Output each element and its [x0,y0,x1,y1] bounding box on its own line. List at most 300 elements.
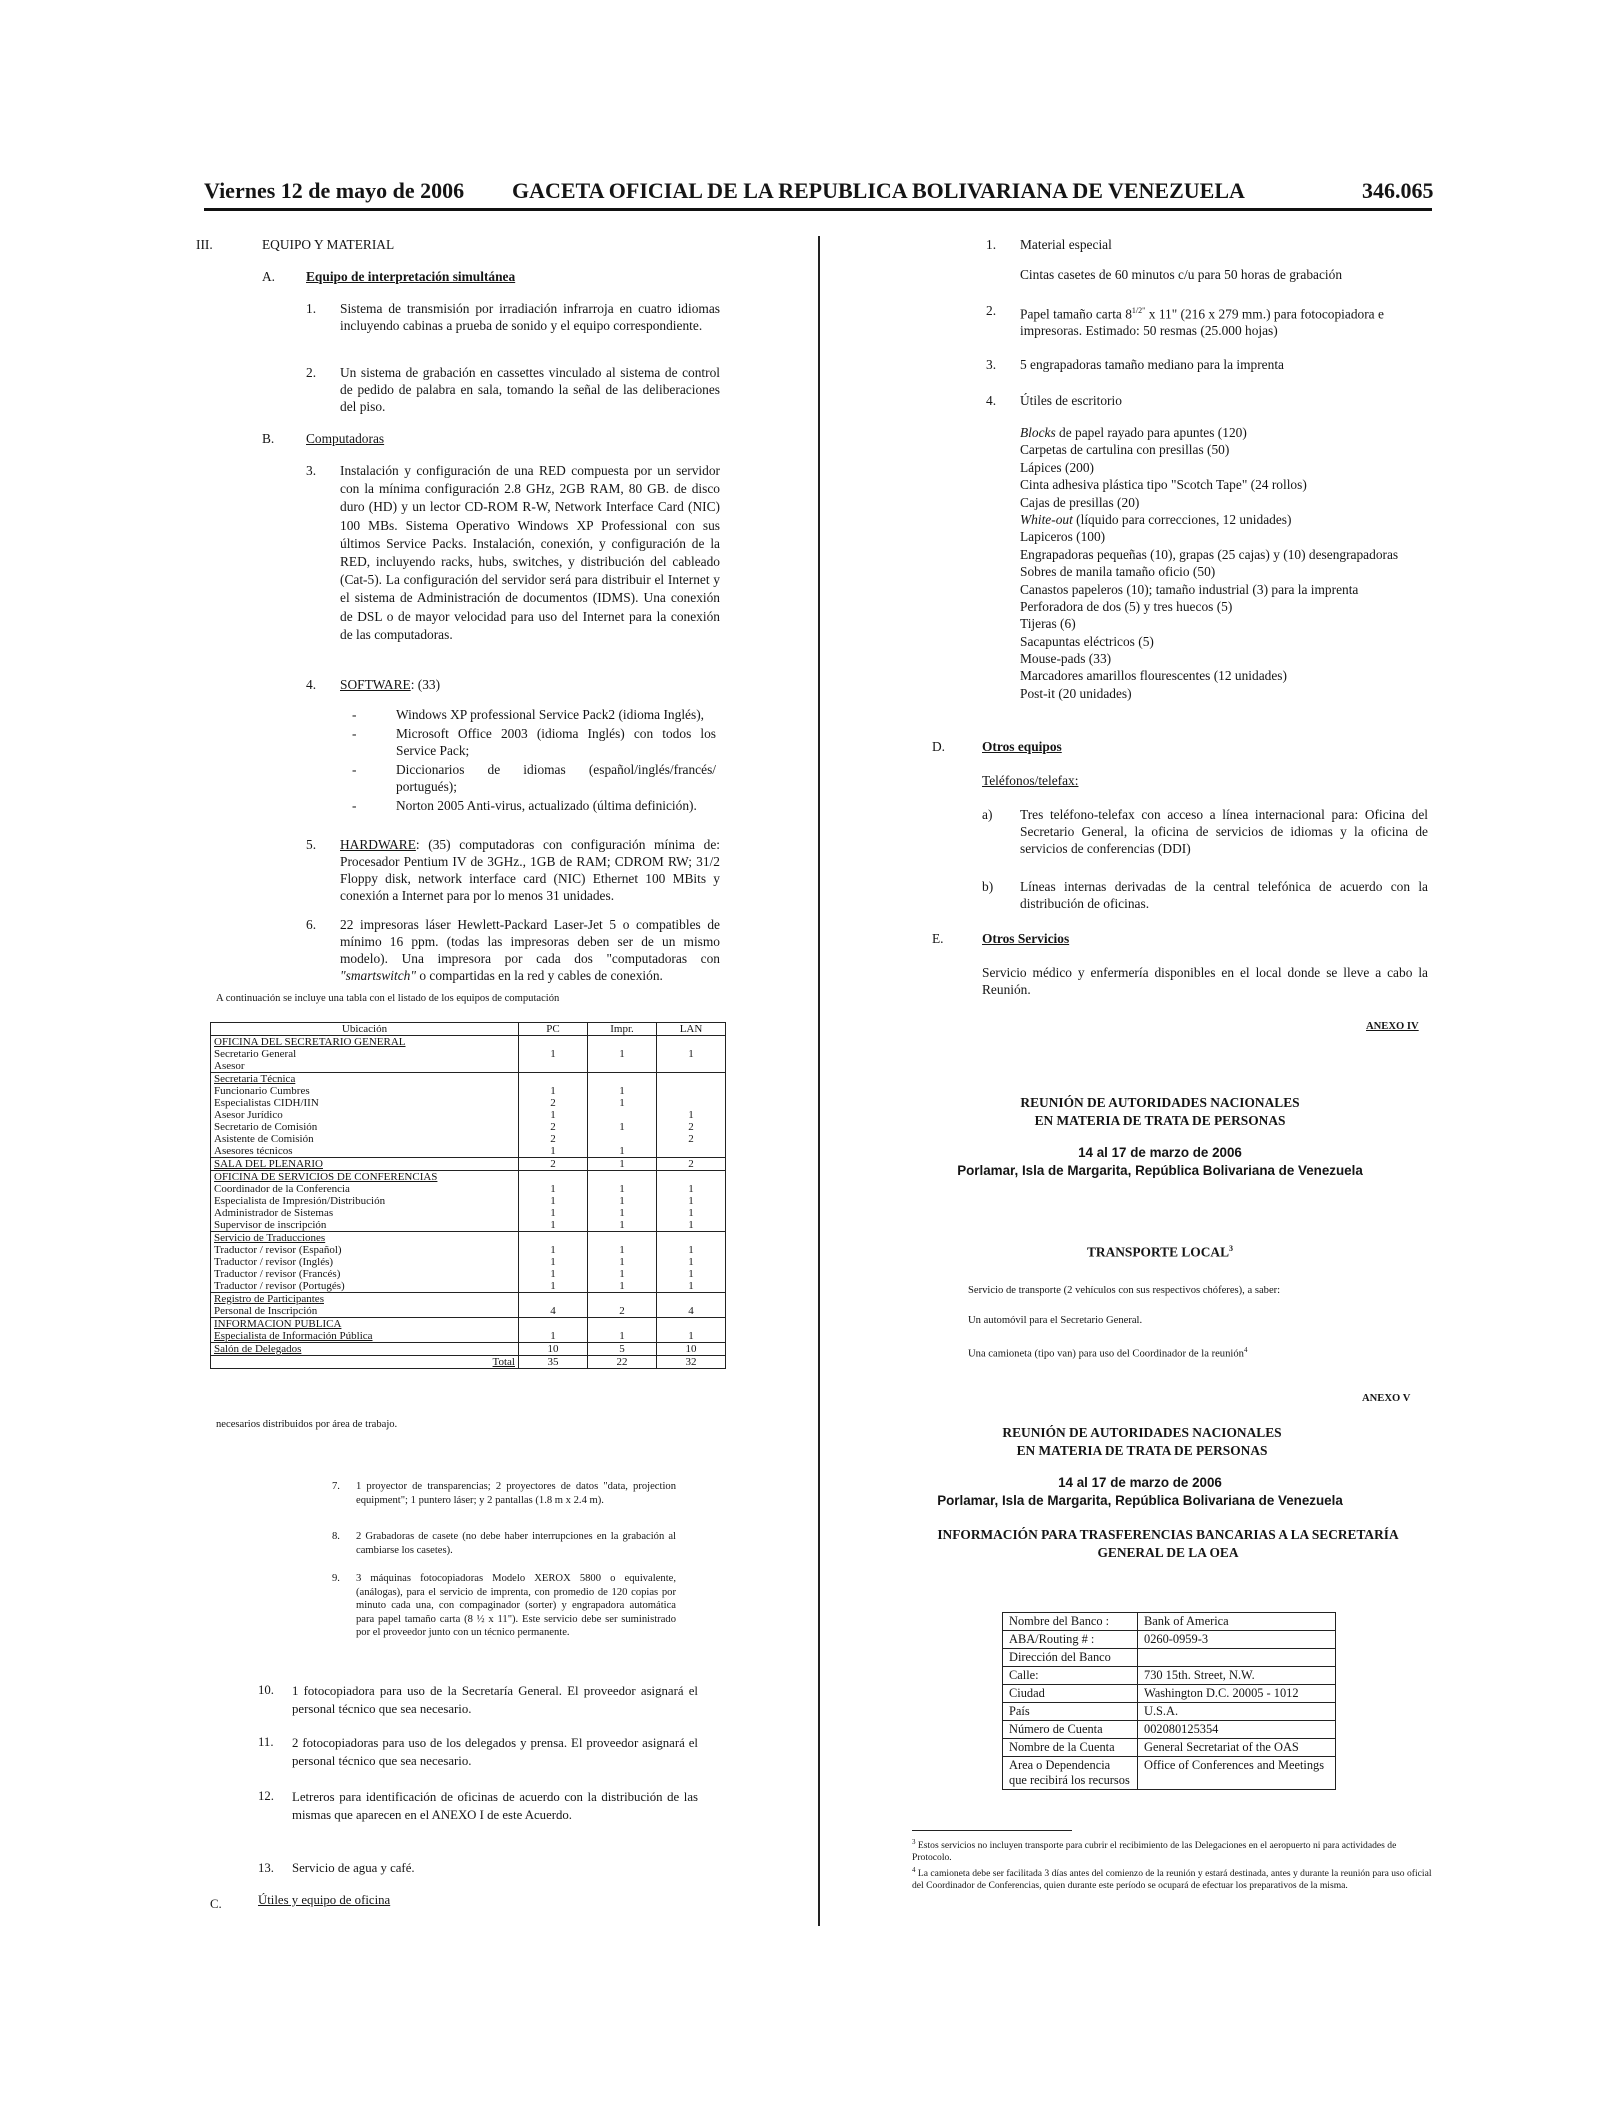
cell-im [588,1171,657,1184]
item-text [340,836,720,904]
row-label: Registro de Participantes [211,1293,519,1306]
cell-pc [519,1036,588,1049]
item-text: Líneas internas derivadas de la central telefónica de acuerdo con la distribución de oficinas. [1020,879,1428,911]
cell-im: 1 [588,1268,657,1280]
item-text: 2 fotocopiadoras para uso de los delegados y prensa. El proveedor asignará el personal técnico que sea necesario. [292,1736,698,1768]
footnotes [912,1836,1432,1892]
cell-im: 1 [588,1256,657,1268]
equipment-table-body [211,1036,726,1369]
cell-pc [519,1232,588,1245]
row-label: Traductor / revisor (Francés) [211,1268,519,1280]
item-number: 4. [986,393,997,408]
cell-lan: 1 [657,1183,726,1195]
item-number: 4. [306,677,317,692]
total-lan: 32 [657,1356,726,1369]
table-row [211,1085,726,1097]
software-list [396,706,716,814]
table-row [211,1293,726,1306]
table-row [1003,1649,1336,1667]
supply-item [1020,528,1440,545]
cell-pc: 4 [519,1305,588,1318]
cell-pc: 1 [519,1195,588,1207]
item-text: 1 fotocopiadora para uso de la Secretaría General. El proveedor asignará el personal técnico que sea necesario. [292,1684,698,1716]
supply-text: Mouse-pads (33) [1020,651,1112,667]
item-number: 11. [258,1735,274,1749]
row-label: Asesor [211,1060,519,1073]
bank-value: 730 15th. Street, N.W. [1138,1667,1336,1685]
bank-field: ABA/Routing # : [1003,1631,1138,1649]
cell-im [588,1318,657,1331]
item-title: Material especial [1020,237,1112,252]
list-item: - Windows XP professional Service Pack2 (idioma Inglés), [396,706,716,723]
cell-im: 1 [588,1048,657,1060]
cell-im [588,1060,657,1073]
item-number: 2. [986,303,997,318]
bank-info-title-line2: GENERAL DE LA OEA [1097,1545,1239,1560]
table-row [211,1145,726,1158]
row-label: Funcionario Cumbres [211,1085,519,1097]
item-number: 13. [258,1861,274,1875]
item-number: b) [982,879,994,894]
cell-im: 2 [588,1305,657,1318]
cell-im [588,1293,657,1306]
cell-pc: 1 [519,1145,588,1158]
table-row [211,1280,726,1293]
cell-pc: 1 [519,1048,588,1060]
annex-title-line1: REUNIÓN DE AUTORIDADES NACIONALES [1020,1095,1300,1110]
item-text: 5 engrapadoras tamaño mediano para la imprenta [1020,357,1284,372]
supply-text: Carpetas de cartulina con presillas (50) [1020,442,1230,458]
row-label: Administrador de Sistemas [211,1207,519,1219]
cell-im: 1 [588,1085,657,1097]
section-title: EQUIPO Y MATERIAL [262,237,395,252]
annex-location: Porlamar, Isla de Margarita, República Bolivariana de Venezuela [957,1163,1363,1178]
bank-value [1138,1649,1336,1667]
item-number: 3. [306,463,317,478]
item-number: 1. [306,301,317,316]
column-header: LAN [657,1023,726,1036]
supply-item [1020,685,1440,702]
subsection-letter: C. [210,1897,222,1911]
item-number: 7. [332,1481,340,1492]
supply-text: Tijeras (6) [1020,616,1076,632]
bank-field: Nombre de la Cuenta [1003,1739,1138,1757]
bank-transfer-table [1002,1612,1336,1790]
transport-text: Servicio de transporte (2 vehículos con sus respectivos chóferes), a saber: [968,1285,1281,1296]
footnote-marker: 4 [912,1866,916,1875]
row-label: Supervisor de inscripción [211,1219,519,1232]
paper-text-b: x 11" (216 x 279 mm.) para fotocopiadora e impresoras. Estimado: 50 resmas (25.000 hojas) [1020,306,1384,339]
item6-italic: "smartswitch" [340,968,416,983]
table-row [211,1256,726,1268]
cell-im: 1 [588,1158,657,1171]
item-title: Útiles de escritorio [1020,393,1122,408]
supply-text: Post-it (20 unidades) [1020,685,1132,701]
item-number: 12. [258,1789,274,1803]
bank-field: Número de Cuenta [1003,1721,1138,1739]
column-header: Impr. [588,1023,657,1036]
subsection-letter: B. [262,431,275,446]
bank-field: País [1003,1703,1138,1721]
supply-text: Sobres de manila tamaño oficio (50) [1020,564,1216,580]
annex-title-line1: REUNIÓN DE AUTORIDADES NACIONALES [1002,1425,1282,1440]
total-label: Total [211,1356,519,1369]
software-label: SOFTWARE [340,677,411,692]
item-text: Sistema de transmisión por irradiación infrarroja en cuatro idiomas incluyendo cabinas a prueba de sonido y el equipo correspondiente. [340,301,720,333]
item-text: 1 proyector de transparencias; 2 proyectores de datos "data, projection equipment"; 1 puntero láser; y 2 pantallas (1.8 m x 2.4 m). [356,1481,676,1506]
annex-label: ANEXO V [1362,1393,1411,1404]
equipment-table [210,1022,726,1369]
paper-sup: 1/2" [1131,306,1146,315]
table-row [211,1232,726,1245]
table-row [211,1158,726,1171]
row-label: Coordinador de la Conferencia [211,1183,519,1195]
annex-label: ANEXO IV [1366,1021,1419,1032]
cell-lan [657,1073,726,1086]
transport-van-text: Una camioneta (tipo van) para uso del Coordinador de la reunión [968,1348,1244,1360]
cell-lan: 1 [657,1280,726,1293]
cell-lan [657,1145,726,1158]
cell-lan: 1 [657,1109,726,1121]
cell-lan [657,1293,726,1306]
annex-title-line2: EN MATERIA DE TRATA DE PERSONAS [1034,1113,1286,1128]
cell-im [588,1036,657,1049]
hardware-label: HARDWARE [340,837,416,852]
row-label: Secretario General [211,1048,519,1060]
bank-field: Dirección del Banco [1003,1649,1138,1667]
cell-pc: 1 [519,1183,588,1195]
item-text: Tres teléfono-telefax con acceso a línea internacional para: Oficina del Secretario General, la oficina de servicios de idiomas y la oficina de servicios de conferencias (DDI) [1020,807,1428,856]
supply-text: de papel rayado para apuntes (120) [1055,425,1247,440]
item-text: Un sistema de grabación en cassettes vinculado al sistema de control de pedido de palabra en sala, tomando la señal de las deliberaciones del piso. [340,365,720,414]
cell-pc: 1 [519,1109,588,1121]
bank-value: General Secretariat of the OAS [1138,1739,1336,1757]
table-row [211,1060,726,1073]
table-row [211,1207,726,1219]
row-label: Traductor / revisor (Portugés) [211,1280,519,1293]
table-row [1003,1667,1336,1685]
cell-lan [657,1036,726,1049]
cell-pc: 2 [519,1097,588,1109]
subsection-letter: E. [932,931,944,946]
cell-lan [657,1232,726,1245]
table-row [211,1121,726,1133]
item-number: 1. [986,237,997,252]
column-divider [818,236,820,1926]
cell-pc: 2 [519,1133,588,1145]
supply-item [1020,581,1440,598]
item-text: Instalación y configuración de una RED compuesta por un servidor con la mínima configuración 2.8 GHz, 2GB RAM, 80 GB. de disco duro (HD) y un lector CD-ROM R-W, Network Interface Card (NIC) 100 MBs. Sistema Operativo Windows XP Professional con sus últimos Service Packs. Instalación, conexión, y configuración de la RED, incluyendo racks, hubs, switches, y distribución del cableado (Cat-5). La configuración del servidor será para distribuir el Internet y el sistema de Administración de documentos (IDMS). Una conexión de DSL o de mayor velocidad para uso del Internet para la conexión de las computadoras. [340,463,720,642]
bank-value: 002080125354 [1138,1721,1336,1739]
item-text: Servicio de agua y café. [292,1861,415,1875]
cell-lan: 1 [657,1219,726,1232]
supply-item [1020,598,1440,615]
cell-lan: 1 [657,1244,726,1256]
cell-im [588,1073,657,1086]
table-row [211,1109,726,1121]
row-label: SALA DEL PLENARIO [211,1158,519,1171]
bank-info-title-line1: INFORMACIÓN PARA TRASFERENCIAS BANCARIAS A LA SECRETARÍA [937,1527,1399,1542]
supply-item [1020,441,1440,458]
annex-date: 14 al 17 de marzo de 2006 [1078,1145,1242,1160]
table-row [211,1318,726,1331]
row-label: Secretaria Técnica [211,1073,519,1086]
cell-im: 1 [588,1121,657,1133]
table-row [1003,1631,1336,1649]
annex-date: 14 al 17 de marzo de 2006 [1058,1475,1222,1490]
software-count: : (33) [410,677,441,692]
cell-pc: 1 [519,1280,588,1293]
supply-item [1020,633,1440,650]
cell-lan [657,1318,726,1331]
row-label: INFORMACION PUBLICA [211,1318,519,1331]
cell-pc: 1 [519,1330,588,1343]
table-row [211,1171,726,1184]
table-row [1003,1613,1336,1631]
cell-lan: 10 [657,1343,726,1356]
supply-item [1020,459,1440,476]
table-row [211,1183,726,1195]
item-text: 2 Grabadoras de casete (no debe haber interrupciones en la grabación al cambiarse los casetes). [356,1531,676,1556]
item-text: Letreros para identificación de oficinas de acuerdo con la distribución de las mismas que aparecen en el ANEXO I de este Acuerdo. [292,1790,698,1822]
table-row [1003,1685,1336,1703]
footnote-text: La camioneta debe ser facilitada 3 días antes del comienzo de la reunión y estará destinada, antes y durante la reunión para uso oficial del Coordinador de Conferencias, quien durante este período se ocupará de efectuar los preparativos de la misma. [912,1868,1432,1892]
subsection-title: Otros Servicios [982,931,1070,946]
cell-pc: 1 [519,1207,588,1219]
supply-text: Cinta adhesiva plástica tipo "Scotch Tape" (24 rollos) [1020,477,1307,493]
row-label: Asesores técnicos [211,1145,519,1158]
table-row [211,1195,726,1207]
cell-lan [657,1085,726,1097]
table-row [211,1268,726,1280]
table-row [211,1219,726,1232]
table-row [211,1244,726,1256]
cell-pc [519,1171,588,1184]
row-label: OFICINA DEL SECRETARIO GENERAL [211,1036,519,1049]
cell-lan: 4 [657,1305,726,1318]
footnote-3 [912,1836,1432,1864]
table-row [211,1048,726,1060]
row-label: Salón de Delegados [211,1343,519,1356]
transport-van [968,1344,1247,1361]
cell-im [588,1109,657,1121]
item-number: 10. [258,1683,274,1697]
cell-lan: 2 [657,1121,726,1133]
footnote-marker: 3 [912,1838,916,1846]
cell-lan: 1 [657,1048,726,1060]
supply-text: Cajas de presillas (20) [1020,494,1140,510]
cell-im: 1 [588,1145,657,1158]
row-label: Especialista de Información Pública [211,1330,519,1343]
subsection-title: Útiles y equipo de oficina [258,1893,391,1907]
supply-text: Canastos papeleros (10); tamaño industrial (3) para la imprenta [1020,581,1359,597]
item-number: 2. [306,365,317,380]
row-label: Servicio de Traducciones [211,1232,519,1245]
table-row [1003,1703,1336,1721]
item-number: 6. [306,917,317,932]
cell-pc: 1 [519,1085,588,1097]
cell-im [588,1232,657,1245]
gazette-title: GACETA OFICIAL DE LA REPUBLICA BOLIVARIANA DE VENEZUELA [512,178,1245,203]
subsection-title: Otros equipos [982,739,1062,754]
bank-field: Nombre del Banco : [1003,1613,1138,1631]
cell-im: 1 [588,1280,657,1293]
supply-item [1020,546,1440,563]
footnote-ref: 4 [1243,1346,1248,1354]
item6-text-a: 22 impresoras láser Hewlett-Packard Laser-Jet 5 o compatibles de mínimo 16 ppm. (todas las impresoras deben ser de un mismo modelo). Una impresora por cada dos "computadoras con [340,917,720,966]
subsection-title: Computadoras [306,431,385,446]
supply-text: (líquido para correcciones, 12 unidades) [1072,511,1292,527]
supply-text: Perforadora de dos (5) y tres huecos (5) [1020,598,1233,614]
footnote-ref: 3 [1229,1244,1233,1253]
cell-pc: 1 [519,1256,588,1268]
subsection-title: Equipo de interpretación simultánea [306,269,516,284]
cell-lan: 1 [657,1330,726,1343]
supply-item [1020,424,1440,441]
bank-value: 0260-0959-3 [1138,1631,1336,1649]
cell-pc: 1 [519,1219,588,1232]
bank-field: Ciudad [1003,1685,1138,1703]
cell-lan [657,1097,726,1109]
table-row [211,1097,726,1109]
row-label: Especialistas CIDH/IIN [211,1097,519,1109]
section-number: III. [196,237,213,252]
cell-lan: 1 [657,1268,726,1280]
item-number: 9. [332,1573,340,1584]
table-row [211,1036,726,1049]
hardware-text: : (35) computadoras con configuración mínima de: Procesador Pentium IV de 3GHz., 1GB de RAM; CDROM RW; 31/2 Floppy disk, network interface card (NIC) Ethernet 100 MBits y conexión a Internet para por lo menos 31 unidades. [340,837,720,903]
cell-im: 1 [588,1195,657,1207]
supply-italic: Blocks [1020,425,1056,440]
cell-pc [519,1293,588,1306]
supply-item [1020,650,1440,667]
header-rule [204,208,1432,211]
cell-lan: 1 [657,1207,726,1219]
annex-location: Porlamar, Isla de Margarita, República Bolivariana de Venezuela [937,1493,1343,1508]
cell-im [588,1133,657,1145]
cell-lan: 1 [657,1256,726,1268]
item-number: a) [982,807,993,822]
row-label: Traductor / revisor (Español) [211,1244,519,1256]
table-row [1003,1757,1336,1790]
cell-pc: 1 [519,1268,588,1280]
cell-im: 1 [588,1207,657,1219]
supply-text: Sacapuntas eléctricos (5) [1020,633,1154,649]
footnote-rule [912,1830,1072,1831]
cell-pc: 10 [519,1343,588,1356]
cell-lan: 2 [657,1133,726,1145]
item-text [1020,302,1430,339]
bank-value: Bank of America [1138,1613,1336,1631]
item-text [340,916,720,984]
supply-text: Engrapadoras pequeñas (10), grapas (25 cajas) y (10) desengrapadoras [1020,546,1399,562]
item-number: 5. [306,837,317,852]
table-row [1003,1721,1336,1739]
bank-table-body [1003,1613,1336,1790]
row-label: Personal de Inscripción [211,1305,519,1318]
bank-value: Office of Conferences and Meetings [1138,1757,1336,1790]
bank-field: Area o Dependencia que recibirá los recursos [1003,1757,1138,1790]
supply-item [1020,563,1440,580]
paper-text-a: Papel tamaño carta 8 [1020,306,1132,322]
cell-pc [519,1060,588,1073]
cell-im: 5 [588,1343,657,1356]
bank-value: Washington D.C. 20005 - 1012 [1138,1685,1336,1703]
footnote-4 [912,1864,1432,1892]
supply-text: Lápices (200) [1020,459,1094,475]
supply-item [1020,615,1440,632]
transport-car: Un automóvil para el Secretario General. [968,1315,1143,1326]
cell-im: 1 [588,1330,657,1343]
total-row [211,1356,726,1369]
page-number: 346.065 [1362,178,1434,203]
table-intro: A continuación se incluye una tabla con el listado de los equipos de computación [216,993,560,1004]
cell-im: 1 [588,1183,657,1195]
supply-item [1020,494,1440,511]
row-label: Secretario de Comisión [211,1121,519,1133]
row-label: Especialista de Impresión/Distribución [211,1195,519,1207]
office-supplies-list [1020,424,1440,702]
supply-item [1020,476,1440,493]
item-text: 3 máquinas fotocopiadoras Modelo XEROX 5800 o equivalente, (análogas), para el servicio de imprenta, con promedio de 120 copias por minuto cada una, con compaginador (sorter) y engrapadora automática para papel tamaño carta (8 ½ x 11"). Este servicio debe ser suministrado por el proveedor junto con un técnico permanente. [356,1573,676,1639]
table-row [211,1330,726,1343]
table-row [211,1305,726,1318]
supply-text: Marcadores amarillos flourescentes (12 unidades) [1020,668,1287,684]
supply-item [1020,667,1440,684]
cell-im: 1 [588,1244,657,1256]
row-label: Asistente de Comisión [211,1133,519,1145]
row-label: OFICINA DE SERVICIOS DE CONFERENCIAS [211,1171,519,1184]
item-number: 8. [332,1531,340,1542]
cell-im: 1 [588,1097,657,1109]
annex-title-line2: EN MATERIA DE TRATA DE PERSONAS [1016,1443,1268,1458]
supply-item [1020,511,1440,528]
table-row [211,1073,726,1086]
row-label: Asesor Jurídico [211,1109,519,1121]
header-date: Viernes 12 de mayo de 2006 [204,178,465,203]
subsection-letter: D. [932,739,946,754]
item-text: Servicio médico y enfermería disponibles en el local donde se lleve a cabo la Reunión. [982,965,1428,997]
cell-pc [519,1073,588,1086]
row-label: Traductor / revisor (Inglés) [211,1256,519,1268]
cell-lan: 1 [657,1195,726,1207]
column-header: Ubicación [211,1023,519,1036]
cell-pc: 1 [519,1244,588,1256]
list-item: - Norton 2005 Anti-virus, actualizado (última definición). [396,797,716,814]
total-im: 22 [588,1356,657,1369]
cell-pc [519,1318,588,1331]
bank-field: Calle: [1003,1667,1138,1685]
item-text: Cintas casetes de 60 minutos c/u para 50 horas de grabación [1020,267,1343,282]
list-item: - Diccionarios de idiomas (español/inglés/francés/ portugués); [396,761,716,795]
table-after-text: necesarios distribuidos por área de trabajo. [216,1419,398,1430]
supply-italic: White-out [1020,511,1073,527]
cell-lan: 2 [657,1158,726,1171]
transport-title-text: TRANSPORTE LOCAL [1086,1244,1229,1260]
cell-im: 1 [588,1219,657,1232]
item-number: 3. [986,357,997,372]
software-heading [340,676,440,693]
subsection-letter: A. [262,269,276,284]
total-pc: 35 [519,1356,588,1369]
list-item: - Microsoft Office 2003 (idioma Inglés) con todos los Service Pack; [396,725,716,759]
table-row [211,1133,726,1145]
cell-pc: 2 [519,1121,588,1133]
table-row [211,1343,726,1356]
cell-lan [657,1171,726,1184]
cell-pc: 2 [519,1158,588,1171]
cell-lan [657,1060,726,1073]
